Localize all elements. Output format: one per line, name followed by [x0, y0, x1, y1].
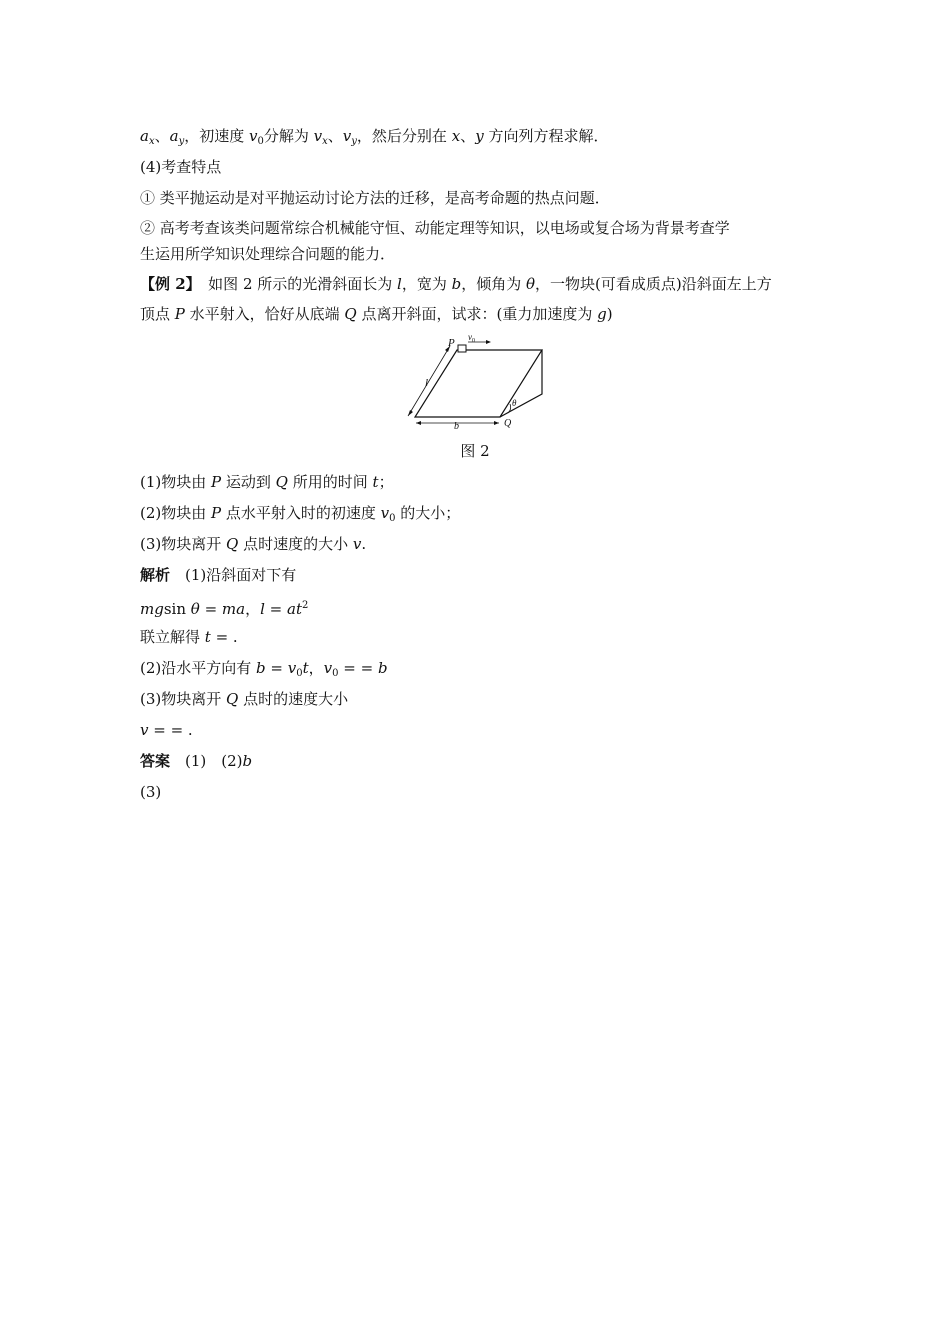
text-line: 顶点 P 水平射入，恰好从底端 Q 点离开斜面，试求：(重力加速度为 g): [140, 305, 613, 323]
text-line: $a_x$、$a_y$，初速度 $v_0$分解为 $v_x$、$v_y$，然后分别在 x、y 方向列方程求解．: [140, 127, 609, 147]
answer-tag: 答案: [140, 752, 171, 770]
answer-line: 答案 (1) (2)b: [140, 752, 253, 770]
question-1: (1)物块由 P 运动到 Q 所用的时间 t；: [140, 473, 394, 491]
text-line: ② 高考考查该类问题常综合机械能守恒、动能定理等知识，以电场或复合场为背景考查学: [140, 219, 730, 237]
label-v0: $v_0$: [468, 332, 475, 344]
incline-figure: [400, 332, 550, 432]
label-l: l: [425, 377, 429, 389]
label-b: b: [454, 421, 459, 432]
solution-heading: 解析 (1)沿斜面对下有: [140, 566, 297, 584]
figure-caption: 图 2: [460, 442, 490, 460]
label-P: P: [448, 337, 455, 349]
answer-line: (3): [140, 783, 162, 801]
solution-equation: mgsin θ = ma，$l = at^2$: [140, 600, 309, 618]
solution-line: v = = .: [140, 721, 193, 739]
l-dimension-line: [408, 346, 450, 416]
l-arrowhead-bottom: [408, 410, 413, 416]
text-line: ① 类平抛运动是对平抛运动讨论方法的迁移，是高考命题的热点问题．: [140, 189, 610, 207]
solution-line: 联立解得 t = .: [140, 628, 238, 646]
example-statement: 【例 2】 如图 2 所示的光滑斜面长为 l，宽为 b，倾角为 θ，一物块(可看成质点)沿斜面左上方: [140, 275, 772, 293]
label-Q: Q: [504, 418, 512, 429]
incline-top-face: [415, 350, 542, 417]
example-tag: 【例 2】: [140, 275, 194, 293]
b-arrowhead-right: [494, 421, 499, 425]
solution-tag: 解析: [140, 566, 171, 584]
text-line: 生运用所学知识处理综合问题的能力．: [140, 245, 396, 263]
b-arrowhead-left: [416, 421, 421, 425]
text-line: (4)考查特点: [140, 158, 222, 176]
v0-arrowhead: [486, 340, 491, 344]
solution-line: (3)物块离开 Q 点时的速度大小: [140, 690, 349, 708]
solution-line: (2)沿水平方向有 $b = v_0t$，$v_0$ = = b: [140, 659, 388, 679]
label-theta: θ: [512, 398, 517, 408]
block-icon: [458, 345, 466, 352]
question-2: (2)物块由 P 点水平射入时的初速度 $v_0$ 的大小；: [140, 504, 461, 524]
question-3: (3)物块离开 Q 点时速度的大小 v.: [140, 535, 367, 553]
